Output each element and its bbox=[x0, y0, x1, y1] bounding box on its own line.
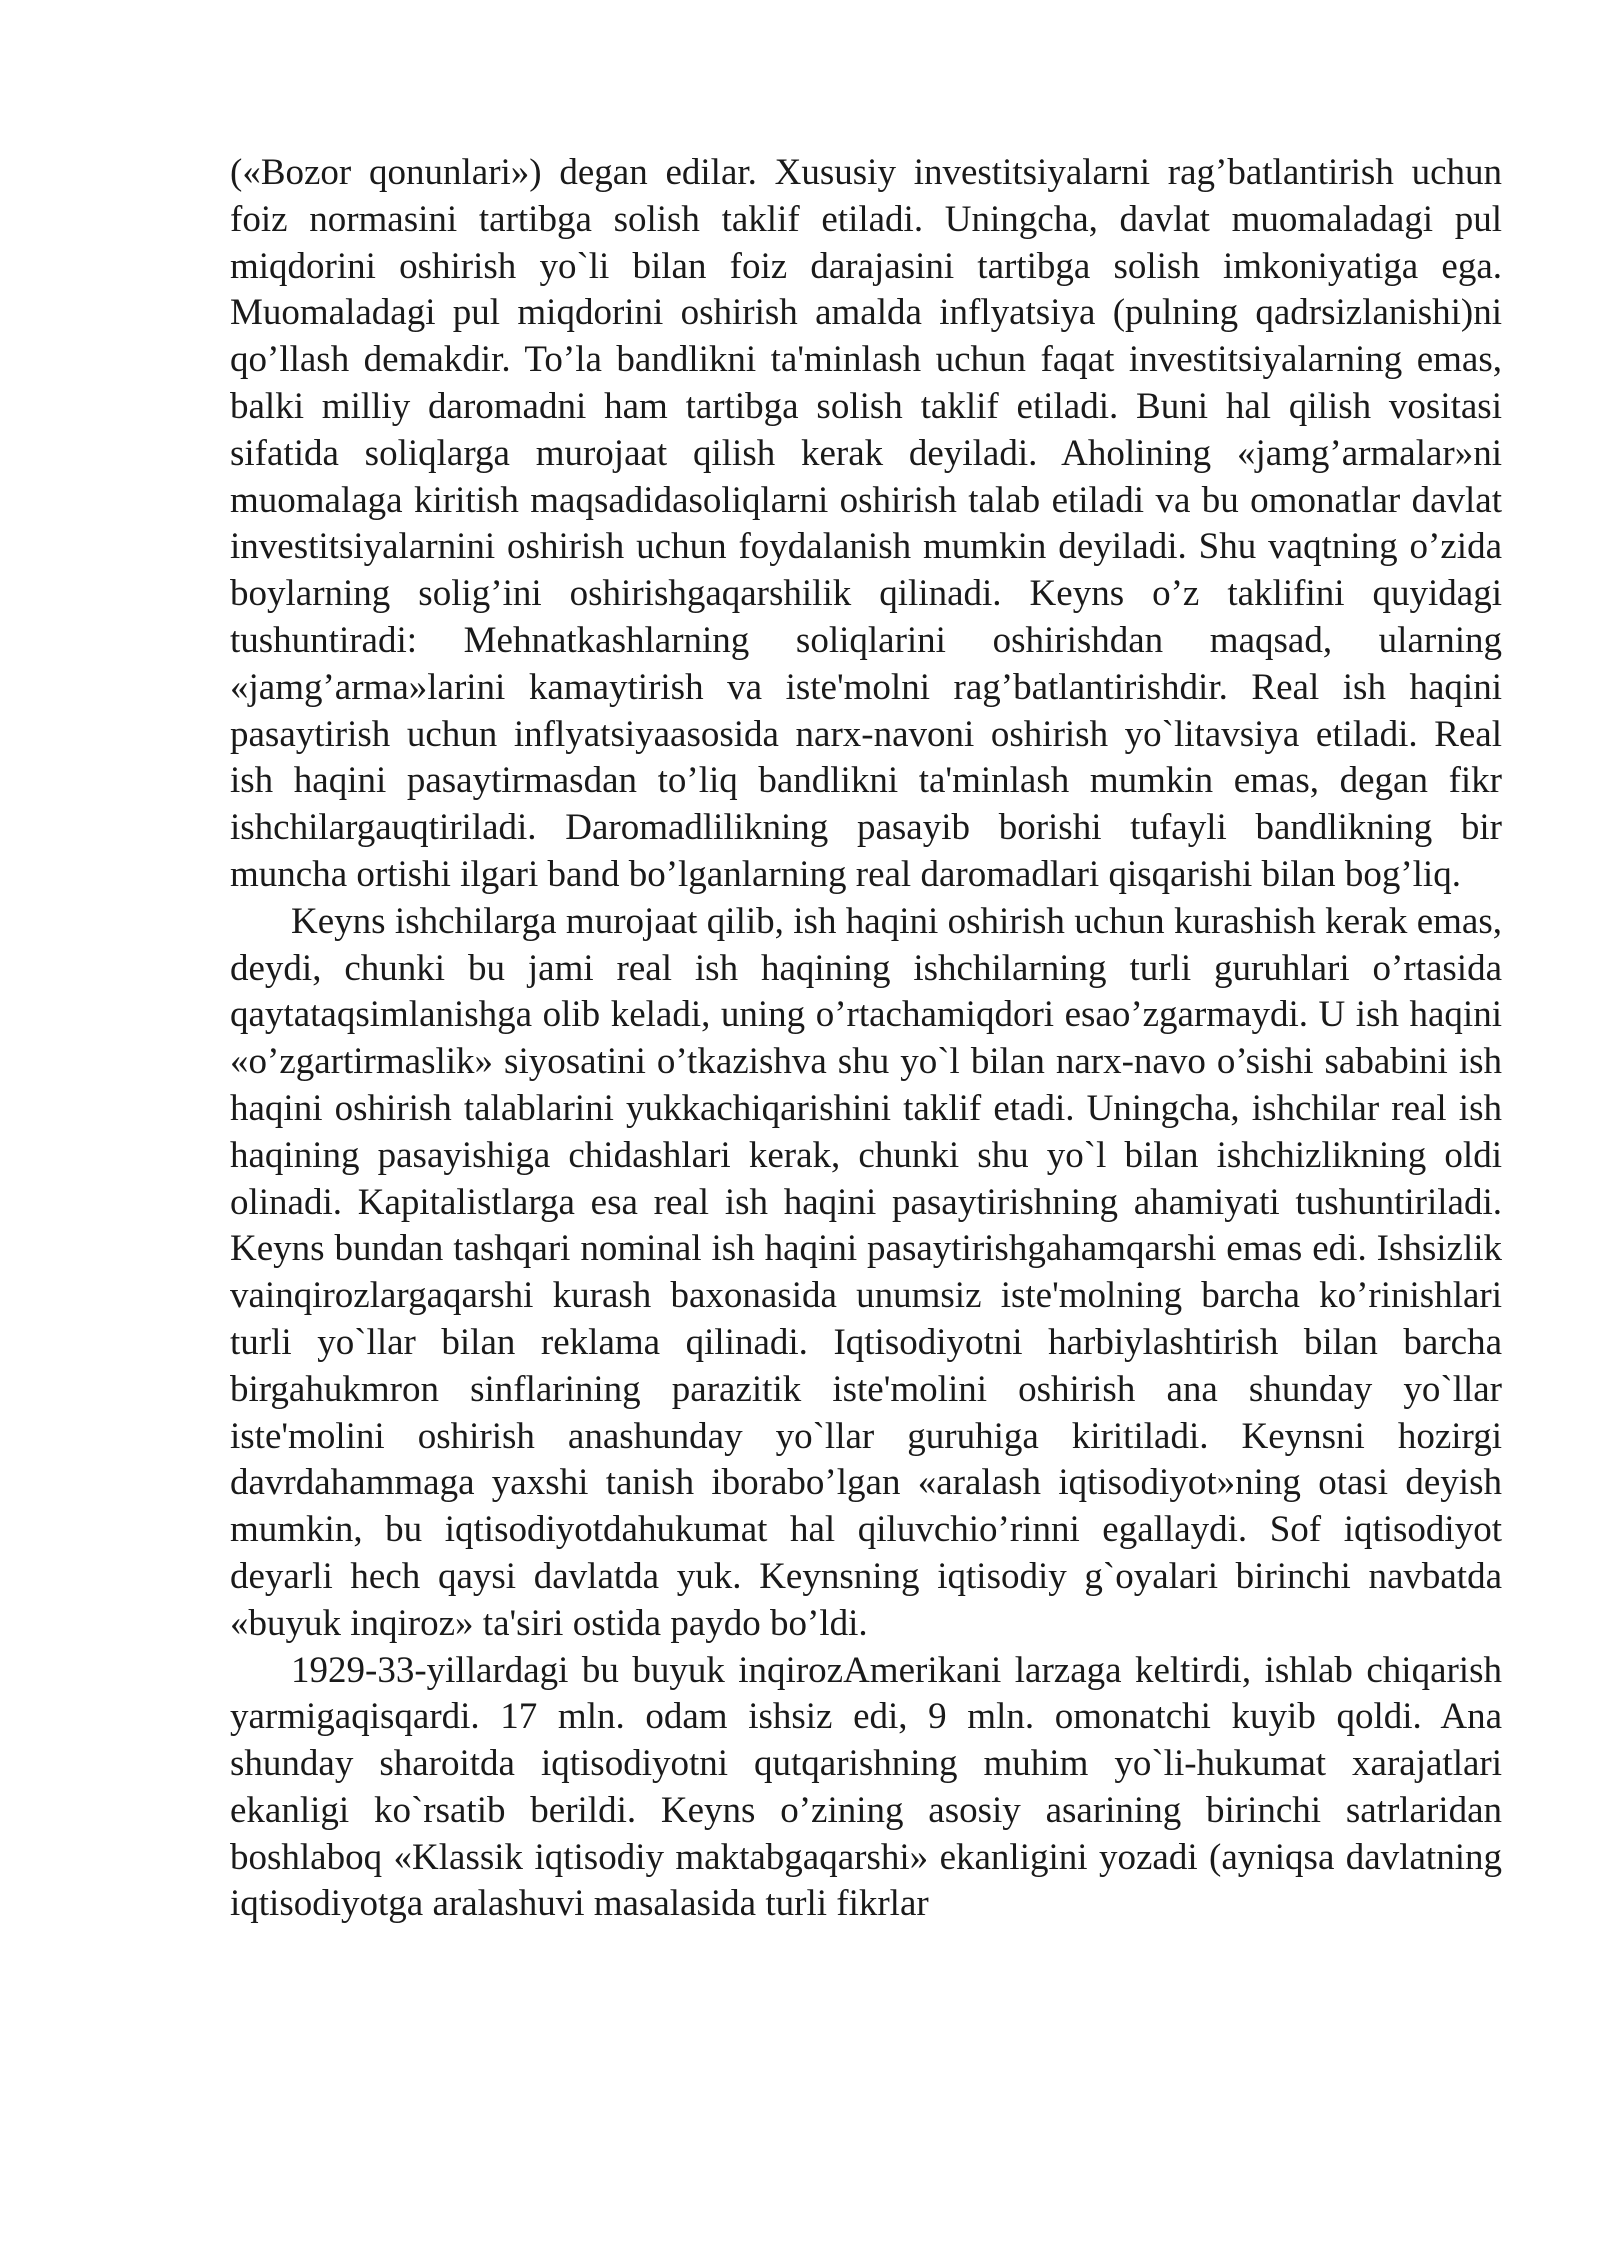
paragraph-3: 1929-33-yillardagi bu buyuk inqirozAmerikani larzaga keltirdi, ishlab chiqarish yarmigaqisqardi. 17 mln. odam ishsiz edi, 9 mln. omonatchi kuyib qoldi. Ana shunday sharoitda iqtisodiyotni qutqarishning muhim yo`li-hukumat xarajatlari ekanligi ko`rsatib berildi. Keyns o’zining asosiy asarining birinchi satrlaridan boshlaboq «Klassik iqtisodiy maktabgaqarshi» ekanligini yozadi (ayniqsa davlatning iqtisodiyotga aralashuvi masalasida turli fikrlar bbox=[230, 1649, 1502, 1925]
paragraph-2: Keyns ishchilarga murojaat qilib, ish haqini oshirish uchun kurashish kerak emas, deydi, chunki bu jami real ish haqining ishchilarning turli guruhlari o’rtasida qaytataqsimlanishga olib keladi, uning o’rtachamiqdori esao’zgarmaydi. U ish haqini «o’zgartirmaslik» siyosatini o’tkazishva shu yo`l bilan narx-navo o’sishi sababini ish haqini oshirish talablarini yukkachiqarishini taklif etadi. Uningcha, ishchilar real ish haqining pasayishiga chidashlari kerak, chunki shu yo`l bilan ishchizlikning oldi olinadi. Kapitalistlarga esa real ish haqini pasaytirishning ahamiyati tushuntiriladi. Keyns bundan tashqari nominal ish haqini pasaytirishgahamqarshi emas edi. Ishsizlik vainqirozlargaqarshi kurash baxonasida unumsiz iste'molning barcha ko’rinishlari turli yo`llar bilan reklama qilinadi. Iqtisodiyotni harbiylashtirish bilan barcha birgahukmron sinflarining parazitik iste'molini oshirish ana shunday yo`llar iste'molini oshirish anashunday yo`llar guruhiga kiritiladi. Keynsni hozirgi davrdahammaga yaxshi tanish iborabo’lgan «aralash iqtisodiyot»ning otasi deyish mumkin, bu iqtisodiyotdahukumat hal qiluvchio’rinni egallaydi. Sof iqtisodiyot deyarli hech qaysi davlatda yuk. Keynsning iqtisodiy g`oyalari birinchi navbatda «buyuk inqiroz» ta'siri ostida paydo bo’ldi. bbox=[230, 900, 1502, 1644]
paragraph-1: («Bozor qonunlari») degan edilar. Xususiy investitsiyalarni rag’batlantirish uchun foiz normasini tartibga solish taklif etiladi. Uningcha, davlat muomaladagi pul miqdorini oshirish yo`li bilan foiz darajasini tartibga solish imkoniyatiga ega. Muomaladagi pul miqdorini oshirish amalda inflyatsiya (pulning qadrsizlanishi)ni qo’llash demakdir. To’la bandlikni ta'minlash uchun faqat investitsiyalarning emas, balki milliy daromadni ham tartibga solish taklif etiladi. Buni hal qilish vositasi sifatida soliqlarga murojaat qilish kerak deyiladi. Aholining «jamg’armalar»ni muomalaga kiritish maqsadidasoliqlarni oshirish talab etiladi va bu omonatlar davlat investitsiyalarnini oshirish uchun foydalanish mumkin deyiladi. Shu vaqtning o’zida boylarning solig’ini oshirishgaqarshilik qilinadi. Keyns o’z taklifini quyidagi tushuntiradi: Mehnatkashlarning soliqlarini oshirishdan maqsad, ularning «jamg’arma»larini kamaytirish va iste'molni rag’batlantirishdir. Real ish haqini pasaytirish uchun inflyatsiyaasosida narx-navoni oshirish yo`litavsiya etiladi. Real ish haqini pasaytirmasdan to’liq bandlikni ta'minlash mumkin emas, degan fikr ishchilargauqtiriladi. Daromadlilikning pasayib borishi tufayli bandlikning bir muncha ortishi ilgari band bo’lganlarning real daromadlari qisqarishi bilan bog’liq. bbox=[230, 152, 1502, 895]
document-page bbox=[230, 150, 1502, 1928]
